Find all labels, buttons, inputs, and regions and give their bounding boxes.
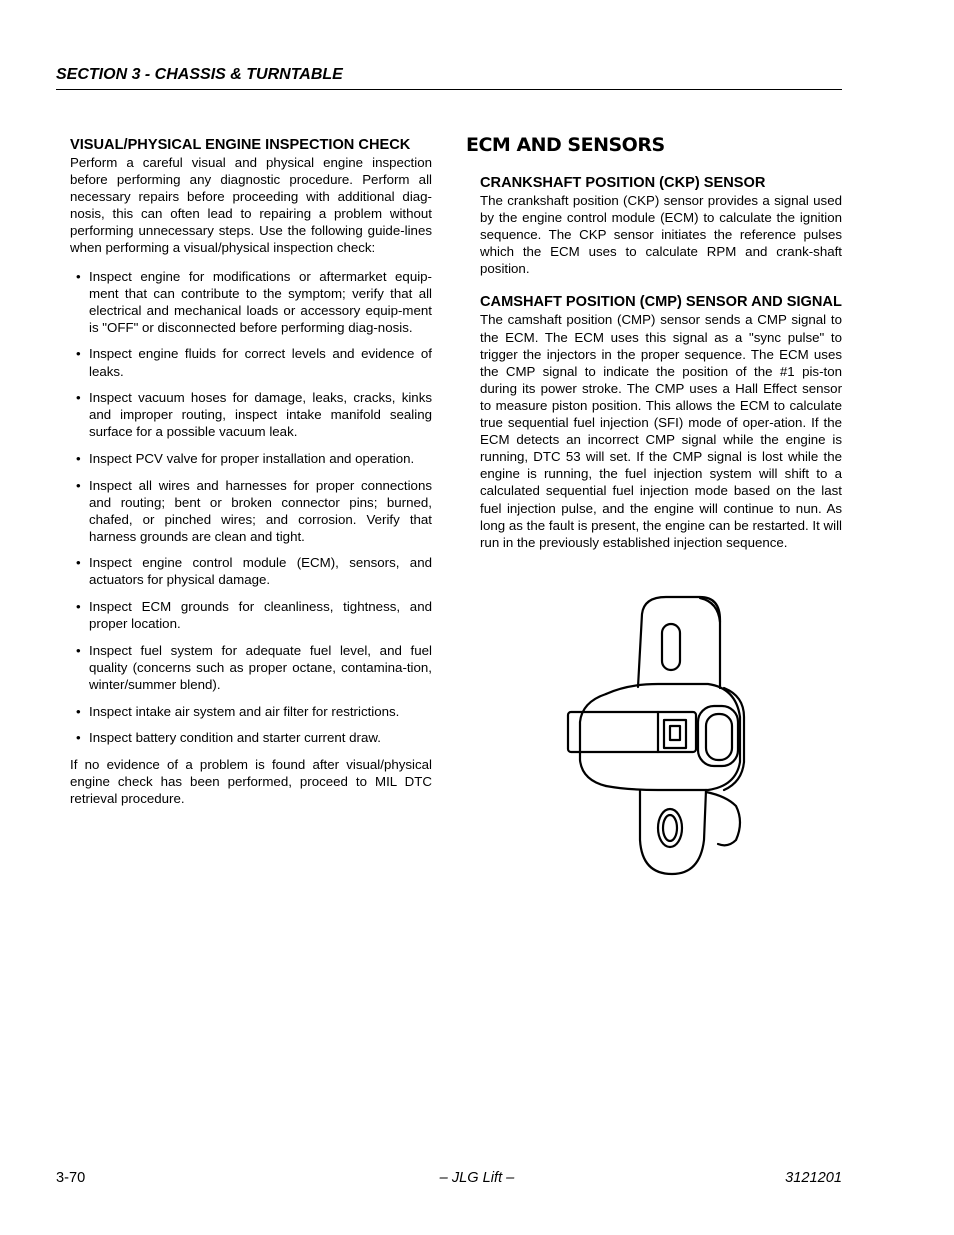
cmp-body: The camshaft position (CMP) sensor sends a CMP signal to the ECM. The ECM uses this signal as a "sync pulse" to trigger the injectors in the proper sequence. The ECM uses the CMP signal to indicate the position of the #1 pis-ton during its power stroke. The CMP uses a Hall Effect sensor to measure piston position. This allows the ECM to calculate true sequential fuel injection (SFI) mode of oper-ation. If the ECM detects an incorrect CMP signal while the engine is running, DTC 53 will set. If the CMP signal is lost while the engine is running, the fuel injection system will shift to a calculated sequential fuel injection mode based on the last fuel injection pulse, and the engine will continue to nun. As long as the fault is present, the engine can be restarted. It will run in the previously established injection sequence.	[480, 312, 842, 550]
inspection-closing: If no evidence of a problem is found after visual/physical engine check has been performed, proceed to MIL DTC retrieval procedure.	[70, 756, 432, 806]
cmp-section	[466, 293, 842, 550]
publisher-label: – JLG Lift –	[439, 1170, 515, 1186]
ckp-body: The crankshaft position (CKP) sensor provides a signal used by the engine control module (ECM) to calculate the ignition sequence. The CKP sensor initiates the reference pulses which the ECM uses to calculate RPM and crank-shaft position.	[480, 193, 842, 277]
inspection-intro: Perform a careful visual and physical engine inspection before performing any diagnostic procedure. Perform all necessary repairs before proceeding with additional diag-nosis, this can often lead to repairing a problem without performing unnecessary steps. Use the following guide-lines when performing a visual/physical inspection check:	[70, 155, 432, 256]
inspection-heading: VISUAL/PHYSICAL ENGINE INSPECTION CHECK	[70, 137, 411, 153]
right-column	[466, 132, 842, 551]
list-item: • Inspect all wires and harnesses for proper connections and routing; bent or broken connector pins; burned, chafed, or pinched wires; and corrosion. Verify that harness grounds are clean and tight.	[70, 477, 432, 545]
header-rule	[56, 89, 842, 90]
list-item: • Inspect ECM grounds for cleanliness, tightness, and proper location.	[70, 598, 432, 632]
list-item: • Inspect intake air system and air filter for restrictions.	[70, 703, 432, 720]
list-item: • Inspect fuel system for adequate fuel level, and fuel quality (concerns such as proper octane, contamina-tion, winter/summer blend).	[70, 642, 432, 693]
list-item: • Inspect engine for modifications or aftermarket equip-ment that can contribute to the symptom; verify that all electrical and mechanical loads or accessory equip-ment is "OFF" or disconnected before performing diag-nosis.	[70, 268, 432, 336]
inspection-checklist	[70, 268, 432, 747]
cmp-heading: CAMSHAFT POSITION (CMP) SENSOR AND SIGNAL	[480, 294, 842, 311]
cmp-sensor-illustration	[548, 592, 748, 877]
list-item: • Inspect vacuum hoses for damage, leaks, cracks, kinks and improper routing, inspect intake manifold sealing surface for a possible vacuum leak.	[70, 389, 432, 440]
ckp-section	[466, 174, 842, 277]
page-number: 3-70	[56, 1170, 86, 1186]
left-column	[70, 136, 432, 807]
ckp-heading: CRANKSHAFT POSITION (CKP) SENSOR	[480, 175, 766, 191]
list-item: • Inspect PCV valve for proper installation and operation.	[70, 450, 432, 467]
list-item: • Inspect engine fluids for correct levels and evidence of leaks.	[70, 345, 432, 379]
list-item: • Inspect battery condition and starter current draw.	[70, 729, 432, 746]
section-header: SECTION 3 - CHASSIS & TURNTABLE	[56, 66, 343, 83]
ecm-sensors-heading: ECM AND SENSORS	[466, 134, 665, 156]
list-item: • Inspect engine control module (ECM), sensors, and actuators for physical damage.	[70, 554, 432, 588]
document-number: 3121201	[785, 1170, 842, 1186]
